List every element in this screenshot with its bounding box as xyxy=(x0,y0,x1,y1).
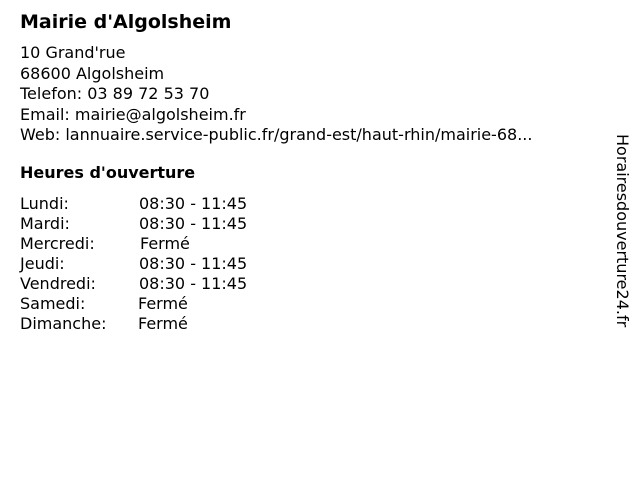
day-label: Mercredi: xyxy=(20,234,95,253)
time-value: Fermé xyxy=(140,234,190,253)
day-label: Mardi: xyxy=(20,214,70,233)
site-watermark: Horairesdouverture24.fr xyxy=(613,134,632,328)
day-label: Lundi: xyxy=(20,194,69,213)
day-label: Jeudi: xyxy=(20,254,65,273)
city-address: 68600 Algolsheim xyxy=(20,63,165,83)
day-label: Vendredi: xyxy=(20,274,96,293)
opening-hours-heading: Heures d'ouverture xyxy=(20,163,196,182)
time-value: 08:30 - 11:45 xyxy=(139,214,248,233)
web-line: Web: lannuaire.service-public.fr/grand-est/haut-rhin/mairie-68... xyxy=(20,125,533,144)
time-value: Fermé xyxy=(138,294,188,313)
email-line: Email: mairie@algolsheim.fr xyxy=(20,104,246,124)
time-value: 08:30 - 11:45 xyxy=(139,254,248,273)
day-label: Samedi: xyxy=(20,294,86,313)
contact-block xyxy=(20,43,532,146)
day-label: Dimanche: xyxy=(20,314,107,333)
time-value: Fermé xyxy=(138,314,188,333)
business-name: Mairie d'Algolsheim xyxy=(20,11,232,33)
time-value: 08:30 - 11:45 xyxy=(139,194,248,213)
time-value: 08:30 - 11:45 xyxy=(139,274,248,293)
street-address: 10 Grand'rue xyxy=(20,43,126,62)
phone-line: Telefon: 03 89 72 53 70 xyxy=(20,84,210,103)
